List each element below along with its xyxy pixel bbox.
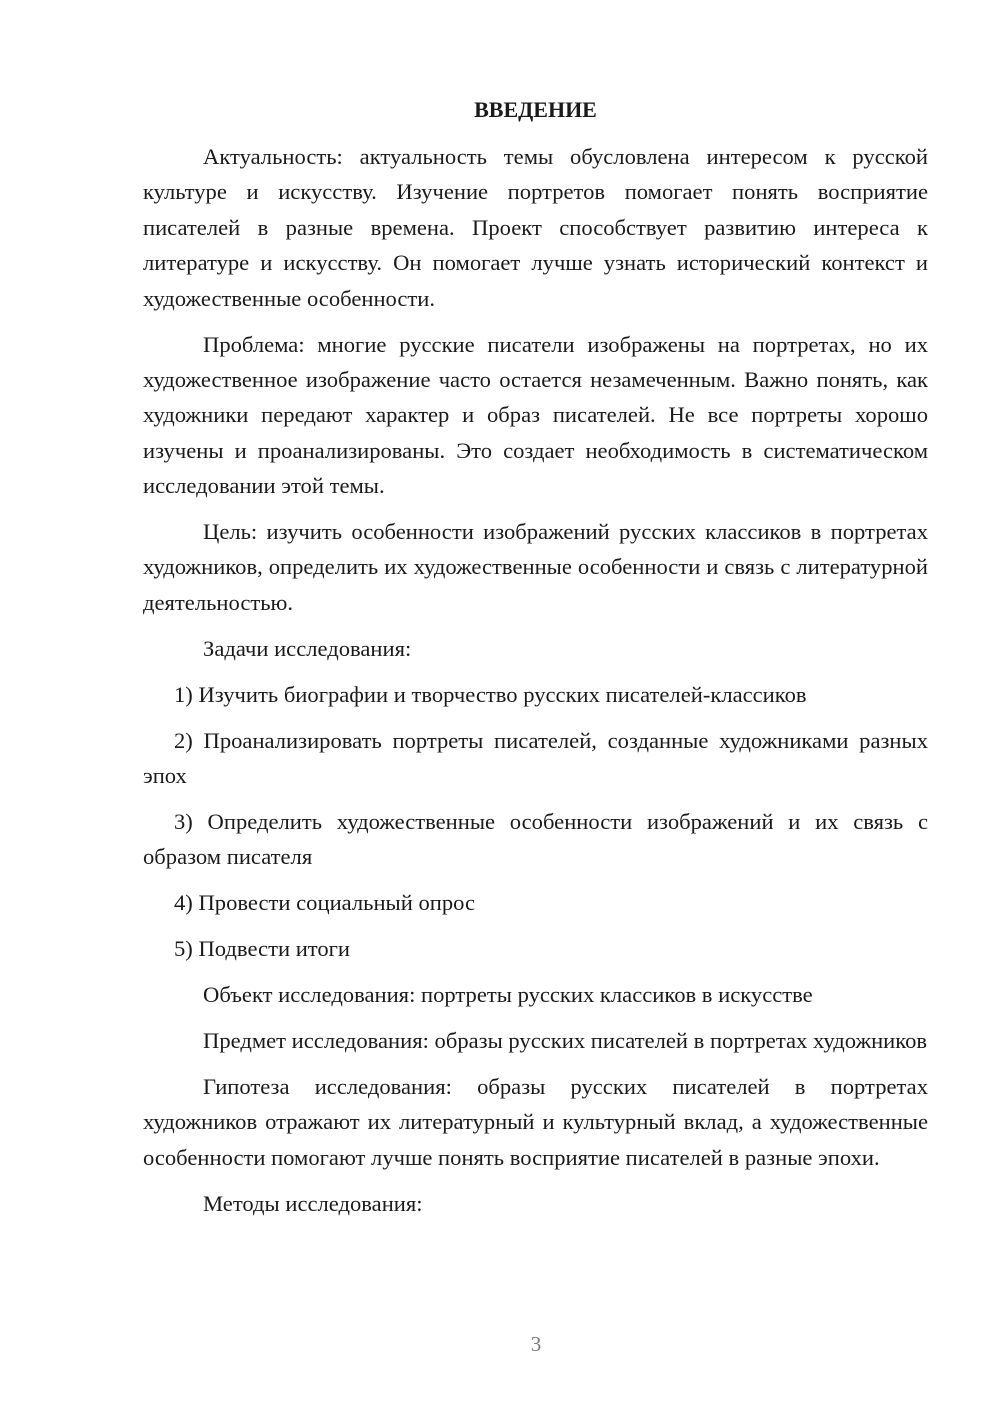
page-title: ВВЕДЕНИЕ bbox=[474, 97, 597, 122]
page-number: 3 bbox=[530, 1332, 542, 1356]
methods-heading: Методы исследования: bbox=[203, 1190, 423, 1216]
goal-paragraph: Цель: изучить особенности изображений русских классиков в портретах художников, определить их художественные особенности и связь с литературной деятельностью. bbox=[143, 519, 928, 615]
task-item-4: 4) Провести социальный опрос bbox=[174, 890, 476, 916]
document-body bbox=[143, 92, 928, 1231]
hypothesis-paragraph: Гипотеза исследования: образы русских писателей в портретах художников отражают их литературный и культурный вклад, а художественные особенности помогают лучше понять восприятие писателей в разные эпохи. bbox=[143, 1073, 928, 1170]
tasks-heading: Задачи исследования: bbox=[203, 635, 412, 661]
task-item-5: 5) Подвести итоги bbox=[174, 936, 351, 962]
subject-paragraph: Предмет исследования: образы русских писателей в портретах художников bbox=[203, 1027, 928, 1053]
task-item-2: 2) Проанализировать портреты писателей, созданные художниками разных эпох bbox=[143, 727, 928, 788]
relevance-paragraph: Актуальность: актуальность темы обусловлена интересом к русской культуре и искусству. Изучение портретов помогает понять восприятие писателей в разные времена. Проект способствует развитию интереса к литературе и искусству. Он помогает лучше узнать исторический контекст и художественные особенности. bbox=[143, 144, 928, 311]
object-paragraph: Объект исследования: портреты русских классиков в искусстве bbox=[203, 982, 813, 1008]
task-item-1: 1) Изучить биографии и творчество русских писателей-классиков bbox=[174, 681, 807, 707]
problem-paragraph: Проблема: многие русские писатели изображены на портретах, но их художественное изображение часто остается незамеченным. Важно понять, как художники передают характер и образ писателей. Не все портреты хорошо изучены и проанализированы. Это создает необходимость в систематическом исследовании этой темы. bbox=[143, 331, 928, 499]
task-item-3: 3) Определить художественные особенности изображений и их связь с образом писателя bbox=[143, 808, 928, 870]
